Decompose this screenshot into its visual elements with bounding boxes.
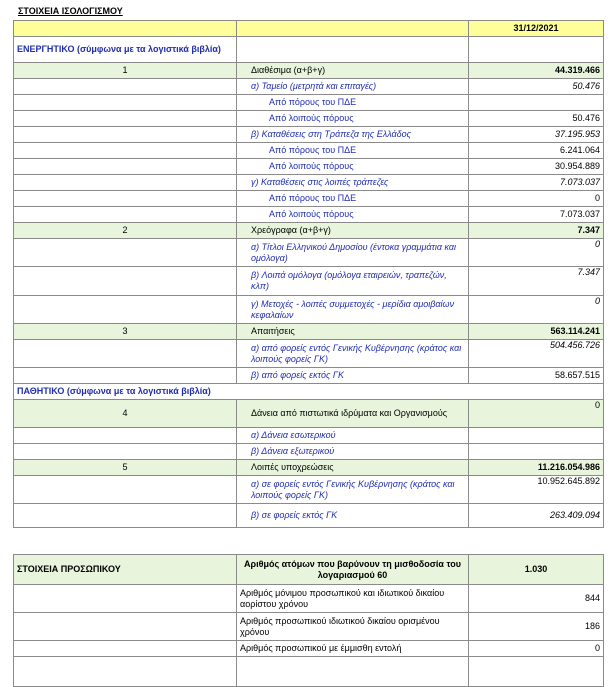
- item-number: 2: [14, 223, 237, 239]
- table-row: [14, 504, 604, 528]
- assets-heading-row: [14, 37, 604, 63]
- row-label: Λοιπές υποχρεώσεις: [237, 460, 469, 476]
- row-label: Αριθμός προσωπικού με έμμισθη εντολή: [237, 641, 469, 657]
- table-row: [14, 191, 604, 207]
- row-value: 44.319.466: [469, 63, 604, 79]
- table-row: [14, 460, 604, 476]
- table-row: [14, 613, 604, 641]
- row-label: β) Λοιπά ομόλογα (ομόλογα εταιρειών, τραπεζών, κλπ): [237, 267, 469, 296]
- row-value: 58.657.515: [469, 368, 604, 384]
- row-label: γ) Μετοχές - λοιπές συμμετοχές - μερίδια αμοιβαίων κεφαλαίων: [237, 296, 469, 324]
- table-row: [14, 585, 604, 613]
- table-row: [14, 476, 604, 504]
- row-label: α) σε φορείς εντός Γενικής Κυβέρνησης (κράτος και λοιπούς φορείς ΓΚ): [237, 476, 469, 504]
- row-value: 30.954.889: [469, 159, 604, 175]
- table-row: [14, 641, 604, 657]
- table-row: [14, 111, 604, 127]
- table-row: [14, 428, 604, 444]
- row-label: α) Ταμείο (μετρητά και επιταγές): [237, 79, 469, 95]
- row-label: Από λοιπούς πόρους: [237, 111, 469, 127]
- staff-table: [13, 554, 604, 687]
- item-number: 5: [14, 460, 237, 476]
- table-row: [14, 223, 604, 239]
- row-label: Αριθμός προσωπικού ιδιωτικού δικαίου ορισμένου χρόνου: [237, 613, 469, 641]
- row-value: 0: [469, 400, 604, 428]
- row-label: Από πόρους του ΠΔΕ: [237, 143, 469, 159]
- row-label: α) Τίτλοι Ελληνικού Δημοσίου (έντοκα γραμμάτια και ομόλογα): [237, 239, 469, 267]
- row-value: [469, 444, 604, 460]
- table-row: [14, 324, 604, 340]
- row-label: γ) Καταθέσεις στις λοιπές τράπεζες: [237, 175, 469, 191]
- item-number: 3: [14, 324, 237, 340]
- row-label: Διαθέσιμα (α+β+γ): [237, 63, 469, 79]
- row-value: 504.456.726: [469, 340, 604, 368]
- row-value: 563.114.241: [469, 324, 604, 340]
- row-value: 7.347: [469, 267, 604, 296]
- date-header: 31/12/2021: [469, 21, 604, 37]
- table-row: [14, 95, 604, 111]
- table-row: [14, 127, 604, 143]
- row-value: 0: [469, 641, 604, 657]
- row-value: 263.409.094: [469, 504, 604, 528]
- row-value: 0: [469, 239, 604, 267]
- table-row: [14, 340, 604, 368]
- table-row: [14, 267, 604, 296]
- row-value: 6.241.064: [469, 143, 604, 159]
- assets-heading: ΕΝΕΡΓΗΤΙΚΟ (σύμφωνα με τα λογιστικά βιβλία): [14, 37, 237, 63]
- row-value: [469, 428, 604, 444]
- balance-sheet-table: [13, 20, 604, 528]
- row-label: α) από φορείς εντός Γενικής Κυβέρνησης (κράτος και λοιπούς φορείς ΓΚ): [237, 340, 469, 368]
- row-value: 7.073.037: [469, 207, 604, 223]
- row-value: 0: [469, 191, 604, 207]
- row-label: Αριθμός μόνιμου προσωπικού και ιδιωτικού δικαίου αορίστου χρόνου: [237, 585, 469, 613]
- table-row: [14, 657, 604, 687]
- page-title: ΣΤΟΙΧΕΙΑ ΙΣΟΛΟΓΙΣΜΟΥ: [18, 6, 123, 16]
- row-value: 50.476: [469, 111, 604, 127]
- staff-heading: ΣΤΟΙΧΕΙΑ ΠΡΟΣΩΠΙΚΟΥ: [14, 555, 237, 585]
- staff-total-row: [14, 555, 604, 585]
- table-row: [14, 143, 604, 159]
- row-value: 7.073.037: [469, 175, 604, 191]
- row-label: β) Δάνεια εξωτερικού: [237, 444, 469, 460]
- row-label: Από πόρους του ΠΔΕ: [237, 95, 469, 111]
- row-label: α) Δάνεια εσωτερικού: [237, 428, 469, 444]
- row-label: Απαιτήσεις: [237, 324, 469, 340]
- row-value: 37.195.953: [469, 127, 604, 143]
- row-value: 186: [469, 613, 604, 641]
- table-row: [14, 444, 604, 460]
- table-row: [14, 79, 604, 95]
- row-label: Δάνεια από πιστωτικά ιδρύματα και Οργανισμούς: [237, 400, 469, 428]
- row-label: Χρεόγραφα (α+β+γ): [237, 223, 469, 239]
- row-value: 7.347: [469, 223, 604, 239]
- row-label: Από πόρους του ΠΔΕ: [237, 191, 469, 207]
- row-value: 0: [469, 296, 604, 324]
- header-row: [14, 21, 604, 37]
- staff-total-label: Αριθμός ατόμων που βαρύνουν τη μισθοδοσία του λογαριασμού 60: [237, 555, 469, 585]
- table-row: [14, 368, 604, 384]
- table-row: [14, 296, 604, 324]
- table-row: [14, 207, 604, 223]
- staff-total-value: 1.030: [469, 555, 604, 585]
- row-label: Από λοιπούς πόρους: [237, 207, 469, 223]
- liabilities-heading: ΠΑΘΗΤΙΚΟ (σύμφωνα με τα λογιστικά βιβλία): [14, 384, 604, 400]
- row-label: β) Καταθέσεις στη Τράπεζα της Ελλάδος: [237, 127, 469, 143]
- row-label: β) από φορείς εκτός ΓΚ: [237, 368, 469, 384]
- row-value: 844: [469, 585, 604, 613]
- item-number: 1: [14, 63, 237, 79]
- table-row: [14, 175, 604, 191]
- row-label: β) σε φορείς εκτός ΓΚ: [237, 504, 469, 528]
- table-row: [14, 239, 604, 267]
- item-number: 4: [14, 400, 237, 428]
- table-row: [14, 400, 604, 428]
- table-row: [14, 159, 604, 175]
- row-label: Από λοιπούς πόρους: [237, 159, 469, 175]
- row-value: 10.952.645.892: [469, 476, 604, 504]
- row-value: 11.216.054.986: [469, 460, 604, 476]
- row-value: [469, 95, 604, 111]
- liabilities-heading-row: [14, 384, 604, 400]
- table-row: [14, 63, 604, 79]
- row-value: 50.476: [469, 79, 604, 95]
